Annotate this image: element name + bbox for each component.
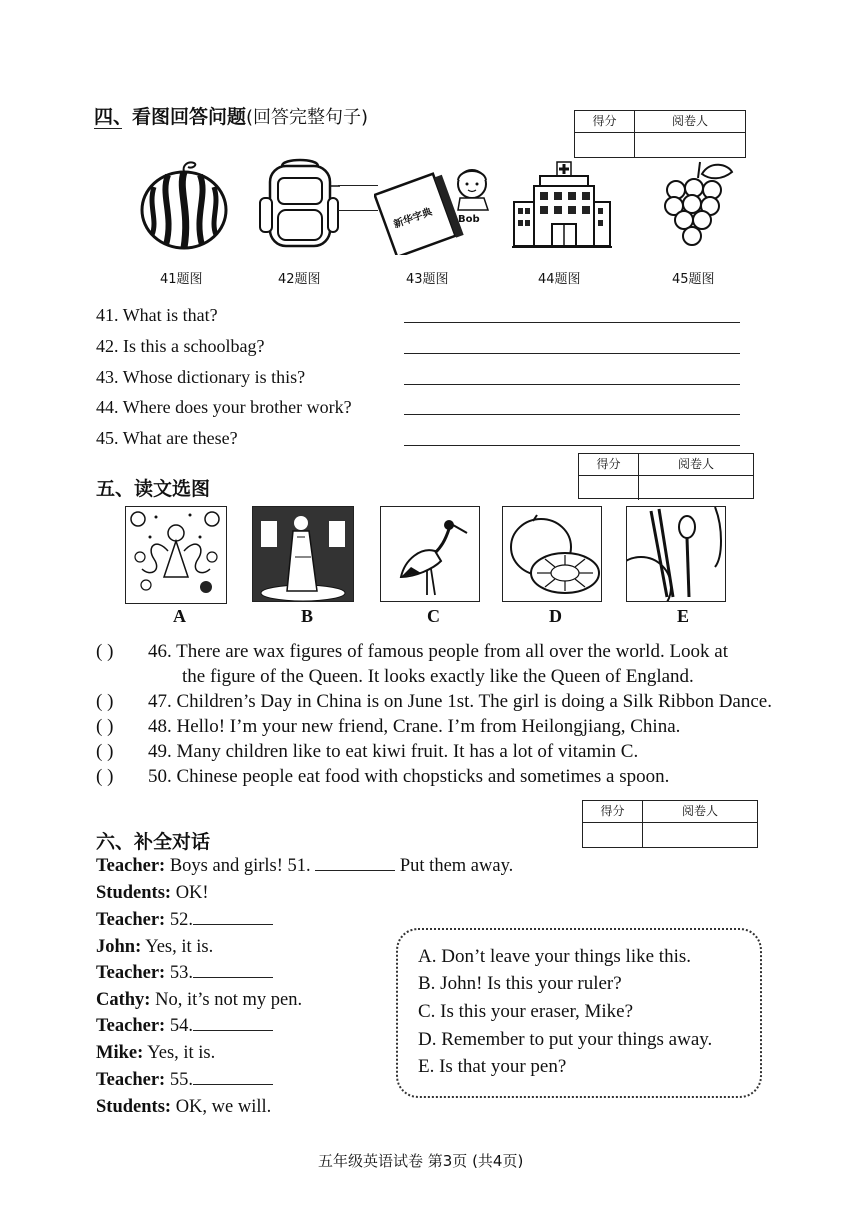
answer-bracket-49[interactable]: ( ) bbox=[96, 741, 114, 762]
picture-e bbox=[626, 506, 726, 602]
section4-title bbox=[94, 102, 368, 129]
question-text: Whose dictionary is this? bbox=[122, 367, 306, 387]
section6-score-table bbox=[582, 800, 758, 848]
dialogue-text: Yes, it is. bbox=[145, 937, 214, 957]
reviewer-header: 阅卷人 bbox=[639, 454, 753, 476]
caption-41: 41题图 bbox=[160, 272, 203, 287]
speaker: Cathy: bbox=[96, 990, 151, 1010]
item-46-line2: the figure of the Queen. It looks exactly like the Queen of England. bbox=[182, 666, 694, 687]
bob-name-tag: Bob bbox=[458, 214, 480, 225]
question-text: What are these? bbox=[122, 428, 238, 448]
answer-line-43[interactable] bbox=[404, 384, 740, 385]
dialogue-text: Boys and girls! 51. bbox=[169, 856, 311, 876]
dialogue-text-after: Put them away. bbox=[399, 856, 514, 876]
caption-42: 42题图 bbox=[278, 272, 321, 287]
answer-line-44[interactable] bbox=[404, 414, 740, 415]
blank-55[interactable] bbox=[193, 1071, 273, 1085]
item-46-line1: 46. There are wax figures of famous people from all over the world. Look at bbox=[148, 641, 729, 662]
score-header: 得分 bbox=[575, 111, 635, 133]
blank-53[interactable] bbox=[193, 964, 273, 978]
question-41 bbox=[96, 305, 218, 326]
answer-line-45[interactable] bbox=[404, 445, 740, 446]
blank-52[interactable] bbox=[193, 911, 273, 925]
section4-underline bbox=[94, 128, 122, 129]
question-number: 43. bbox=[96, 367, 119, 387]
section6-title: 六、补全对话 bbox=[96, 831, 211, 853]
speaker: John: bbox=[96, 937, 142, 957]
item-48: 48. Hello! I’m your new friend, Crane. I’m from Heilongjiang, China. bbox=[148, 716, 681, 737]
picture-a bbox=[125, 506, 227, 604]
answer-bracket-50[interactable]: ( ) bbox=[96, 766, 114, 787]
chopsticks-spoon-icon bbox=[627, 507, 725, 601]
dialogue-line-51 bbox=[96, 856, 513, 877]
picture-label-d: D bbox=[549, 606, 562, 626]
section4-title-text: 四、看图回答问题 bbox=[94, 106, 247, 128]
schoolbag-icon bbox=[258, 158, 340, 250]
page-footer: 五年级英语试卷 第3页 (共4页) bbox=[318, 1152, 524, 1170]
question-text: Where does your brother work? bbox=[122, 397, 352, 417]
dialogue-text: 55. bbox=[169, 1070, 193, 1090]
question-44 bbox=[96, 397, 352, 418]
hospital-icon bbox=[512, 160, 612, 250]
question-42 bbox=[96, 336, 264, 357]
reviewer-cell[interactable] bbox=[643, 823, 757, 847]
item-47: 47. Children’s Day in China is on June 1st. The girl is doing a Silk Ribbon Dance. bbox=[148, 691, 772, 712]
speaker: Teacher: bbox=[96, 1016, 166, 1036]
picture-label-a: A bbox=[173, 606, 186, 626]
speaker: Mike: bbox=[96, 1043, 144, 1063]
caption-45: 45题图 bbox=[672, 272, 715, 287]
speaker: Teacher: bbox=[96, 910, 166, 930]
dialogue-text: OK! bbox=[175, 883, 209, 903]
dialogue-line-cathy bbox=[96, 990, 302, 1011]
picture-label-c: C bbox=[427, 606, 440, 626]
picture-b bbox=[252, 506, 354, 602]
dialogue-line-52 bbox=[96, 910, 273, 931]
question-45 bbox=[96, 428, 238, 449]
score-cell[interactable] bbox=[579, 476, 639, 500]
answer-bracket-46[interactable]: ( ) bbox=[96, 641, 114, 662]
item-49: 49. Many children like to eat kiwi fruit. It has a lot of vitamin C. bbox=[148, 741, 639, 762]
picture-label-b: B bbox=[301, 606, 314, 626]
picture-c bbox=[380, 506, 480, 602]
option-e: E. Is that your pen? bbox=[418, 1056, 567, 1077]
blank-54[interactable] bbox=[193, 1017, 273, 1031]
speaker: Teacher: bbox=[96, 1070, 166, 1090]
dialogue-text: 53. bbox=[169, 963, 193, 983]
dialogue-text: 52. bbox=[169, 910, 193, 930]
answer-bracket-47[interactable]: ( ) bbox=[96, 691, 114, 712]
dialogue-line-54 bbox=[96, 1016, 273, 1037]
section4-score-table bbox=[574, 110, 746, 158]
question-number: 45. bbox=[96, 428, 119, 448]
speaker: Students: bbox=[96, 1097, 172, 1117]
option-c: C. Is this your eraser, Mike? bbox=[418, 1001, 634, 1022]
grapes-icon bbox=[662, 160, 737, 255]
reviewer-cell[interactable] bbox=[635, 133, 745, 157]
dance-party-icon bbox=[126, 507, 226, 603]
question-number: 41. bbox=[96, 305, 119, 325]
kiwi-fruit-icon bbox=[503, 507, 601, 601]
reviewer-header: 阅卷人 bbox=[643, 801, 757, 823]
item-50: 50. Chinese people eat food with chopsticks and sometimes a spoon. bbox=[148, 766, 670, 787]
speaker: Students: bbox=[96, 883, 172, 903]
dialogue-line-students-2 bbox=[96, 1097, 271, 1118]
watermelon-icon bbox=[138, 155, 230, 250]
question-43 bbox=[96, 367, 305, 388]
option-a: A. Don’t leave your things like this. bbox=[418, 946, 692, 967]
dialogue-text: No, it’s not my pen. bbox=[155, 990, 303, 1010]
picture-label-e: E bbox=[677, 606, 690, 626]
question-text: What is that? bbox=[122, 305, 218, 325]
dialogue-text: Yes, it is. bbox=[147, 1043, 216, 1063]
dialogue-line-mike bbox=[96, 1043, 215, 1064]
option-b: B. John! Is this your ruler? bbox=[418, 973, 622, 994]
score-header: 得分 bbox=[579, 454, 639, 476]
dialogue-line-53 bbox=[96, 963, 273, 984]
wax-figure-queen-icon bbox=[253, 507, 353, 601]
speaker: Teacher: bbox=[96, 963, 166, 983]
dialogue-text: OK, we will. bbox=[175, 1097, 272, 1117]
picture-d bbox=[502, 506, 602, 602]
connector-line bbox=[338, 185, 378, 186]
crane-bird-icon bbox=[381, 507, 479, 601]
section5-score-table bbox=[578, 453, 754, 499]
question-number: 42. bbox=[96, 336, 119, 356]
answer-bracket-48[interactable]: ( ) bbox=[96, 716, 114, 737]
section5-title: 五、读文选图 bbox=[96, 478, 211, 500]
dialogue-line-55 bbox=[96, 1070, 273, 1091]
connector-line bbox=[338, 210, 378, 211]
option-d: D. Remember to put your things away. bbox=[418, 1029, 713, 1050]
caption-44: 44题图 bbox=[538, 272, 581, 287]
answer-line-42[interactable] bbox=[404, 353, 740, 354]
score-cell[interactable] bbox=[583, 823, 643, 847]
dialogue-line-students-1 bbox=[96, 883, 209, 904]
question-number: 44. bbox=[96, 397, 119, 417]
answer-line-41[interactable] bbox=[404, 322, 740, 323]
question-text: Is this a schoolbag? bbox=[123, 336, 265, 356]
dialogue-text: 54. bbox=[169, 1016, 193, 1036]
section4-subtitle: (回答完整句子) bbox=[246, 107, 369, 128]
dictionary-book-text: 新华字典 bbox=[392, 206, 434, 231]
dictionary-icon bbox=[374, 160, 494, 255]
dialogue-line-john bbox=[96, 937, 213, 958]
reviewer-header: 阅卷人 bbox=[635, 111, 745, 133]
caption-43: 43题图 bbox=[406, 272, 449, 287]
score-header: 得分 bbox=[583, 801, 643, 823]
speaker: Teacher: bbox=[96, 856, 166, 876]
blank-51[interactable] bbox=[315, 857, 395, 871]
reviewer-cell[interactable] bbox=[639, 476, 753, 500]
score-cell[interactable] bbox=[575, 133, 635, 157]
